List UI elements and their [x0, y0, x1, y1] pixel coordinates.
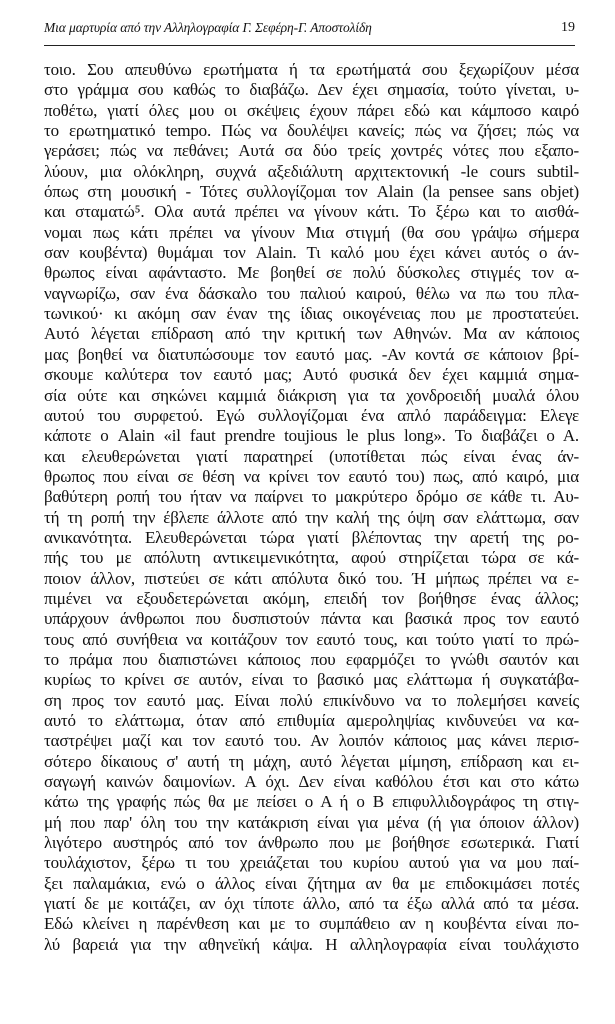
text-line: ναγνωρίζω, σαν ένα δάσκαλο του παλιού καιρού, θέλω να πω του πλα-: [44, 283, 579, 303]
text-line: τουλάχιστον, ξέρω τι του χρειάζεται του κυρίου αυτού για να μου παί-: [44, 853, 579, 873]
text-line: ποιον άλλον, πιστεύει σε κάτι απόλυτα δικό του. Ή μήπως πρέπει να ε-: [44, 568, 579, 588]
text-line: ανικανότητα. Ελευθερώνεται τώρα γιατί βλέποντας την αρετή της ρο-: [44, 527, 579, 547]
body-text: [44, 60, 579, 955]
text-line: τή τη ροπή την έβλεπε άλλοτε από την καλή της όψη σαν ελάττωμα, σαν: [44, 507, 579, 527]
text-line: στο γράμμα σου καθώς το διαβάζω. Δεν έχει σημασία, τούτο γίνεται, υ-: [44, 80, 579, 100]
text-line: πής του με απόλυτη αντικειμενικότητα, αφού στηρίζεται τώρα σε κά-: [44, 548, 579, 568]
text-line: θρωπος είναι αφάνταστο. Με βοηθεί σε πολύ δύσκολες στιγμές τον α-: [44, 263, 579, 283]
text-line: λύ βαρειά για την αθηνεϊκή κάψα. Η αλληλογραφία είναι τουλάχιστο: [44, 934, 579, 954]
text-line: βαθύτερη ροπή του ήταν να παίρνει το μακρύτερο δρόμο σε κάθε τι. Αυ-: [44, 487, 579, 507]
text-line: το πράμα που διαπιστώνει κάποιος που εφαρμόζει το γνώθι σαυτόν και: [44, 649, 579, 669]
text-line: και ελευθερώνεται γιατί παρατηρεί (υποτίθεται πώς είναι ένας άν-: [44, 446, 579, 466]
text-line: κάτω της γραφής πώς θα με πείσει ο Α ή ο Β επιφυλλιδογράφος τη στιγ-: [44, 792, 579, 812]
text-line: κάποτε ο Alain «il faut prendre toujious le plus long». Το διαβάζει ο Α.: [44, 426, 579, 446]
text-line: κυρίως το κρίνει σε αυτόν, είναι το βασικό μας ελάττωμα ή συγκατάβα-: [44, 670, 579, 690]
text-line: ποθέτω, γιατί όλες μου οι σκέψεις έχουν πάρει εδώ και κάμποσο καιρό: [44, 100, 579, 120]
text-line: υπάρχουν άνθρωποι που δυσπιστούν πάντα και βασικά προς τον εαυτό: [44, 609, 579, 629]
text-line: το ερωτηματικό tempo. Πώς να δουλέψει κανείς; πώς να ζήσει; πώς να: [44, 121, 579, 141]
text-line: θρωπος που είναι σε θέση να κρίνει τον εαυτό του) πως, από καιρό, μια: [44, 466, 579, 486]
text-line: ταστρέψει μαζί και τον εαυτό του. Αν λοιπόν κάποιος μας κάνει περισ-: [44, 731, 579, 751]
text-line: ξει παλαμάκια, ενώ ο άλλος είναι ζήτημα αν θα με επιδοκιμάσει ποτές: [44, 873, 579, 893]
header-rule: [44, 45, 575, 46]
text-line: μας βοηθεί να διατυπώσουμε τον εαυτό μας. -Αν κοντά σε κάποιον βρί-: [44, 344, 579, 364]
text-line: τωνικού· κι ακόμη σαν έναν της ίδιας οικογένειας που με προστατεύει.: [44, 304, 579, 324]
text-line: Εδώ κλείνει η παρένθεση και με το συμπάθειο αν η κουβέντα είναι πο-: [44, 914, 579, 934]
text-line: Αυτό λέγεται επίδραση από την κριτική των Αθηνών. Μα αν κάποιος: [44, 324, 579, 344]
text-line: γεράσει; πώς να πεθάνει; Αυτά σα δύο τρείς χοντρές νότες που εξαπο-: [44, 141, 579, 161]
text-line: πιμένει να εξουδετερώνεται ακόμη, επειδή τον βοήθησε ένας άλλος;: [44, 588, 579, 608]
text-line: λύουν, μια ολόκληρη, συχνά αξεδιάλυτη αρχιτεκτονική -le cours subtil-: [44, 161, 579, 181]
text-line: σότερο δίκαιους σ' αυτή τη μάχη, αυτό λέγεται μίμηση, επίδραση και ει-: [44, 751, 579, 771]
text-line: όπως στη μουσική - Τότες συλλογίζομαι τον Alain (la pensee sans objet): [44, 182, 579, 202]
running-head: Μια μαρτυρία από την Αλληλογραφία Γ. Σεφέρη-Γ. Αποστολίδη: [44, 20, 372, 35]
text-line: σαγωγή καινών δαιμονίων. Α όχι. Δεν είναι καθόλου έτσι και στο κάτω: [44, 772, 579, 792]
page-number: 19: [561, 20, 575, 35]
text-line: τους από συνήθεια να κοιτάζουν τον εαυτό τους, και τούτο γιατί το πρώ-: [44, 629, 579, 649]
text-line: αυτού του συρφετού. Εγώ συλλογίζομαι ένα απλό παράδειγμα: Ελεγε: [44, 405, 579, 425]
text-line: λιγότερο αυστηρός από τον άνθρωπο που με βοήθησε εσωτερικά. Γιατί: [44, 833, 579, 853]
text-line: αυτό το ελάττωμα, όταν από επιθυμία αμεροληψίας κινδυνεύει να κα-: [44, 711, 579, 730]
text-line: και σταματώ⁵. Ολα αυτά πρέπει να γίνουν κάτι. Το ξέρω και το αισθά-: [44, 202, 579, 222]
text-line: σαν κουβέντα) θυμάμαι τον Alain. Τι καλό μου έχει κάνει αυτός ο άν-: [44, 243, 579, 263]
text-line: ση προς τον εαυτό μας. Είναι πολύ επικίνδυνο να το πολεμήσει κανείς: [44, 690, 579, 710]
text-line: τοιο. Σου απευθύνω ερωτήματα ή τα ερωτήματά σου ξεχωρίζουν μέσα: [44, 60, 579, 79]
page-header: [44, 20, 575, 42]
text-line: γιατί δε με κοιτάζει, αν όχι τίποτε άλλο, από τα έξω αλλά από τα μέσα.: [44, 894, 579, 914]
text-line: σία ούτε και σηκώνει καμμιά διάκριση για τα χονδροειδή μυαλά όλου: [44, 385, 579, 405]
text-line: μή που παρ' όλη του την κατάκριση είναι για μένα (ή για όποιον άλλον): [44, 812, 579, 832]
text-line: σκουμε καλύτερα τον εαυτό μας; Αυτό φυσικά δεν έχει καμμιά σημα-: [44, 365, 579, 385]
text-line: νομαι πως κάτι πρέπει να γίνουν Μια στιγμή (θα σου γράψω σήμερα: [44, 222, 579, 242]
